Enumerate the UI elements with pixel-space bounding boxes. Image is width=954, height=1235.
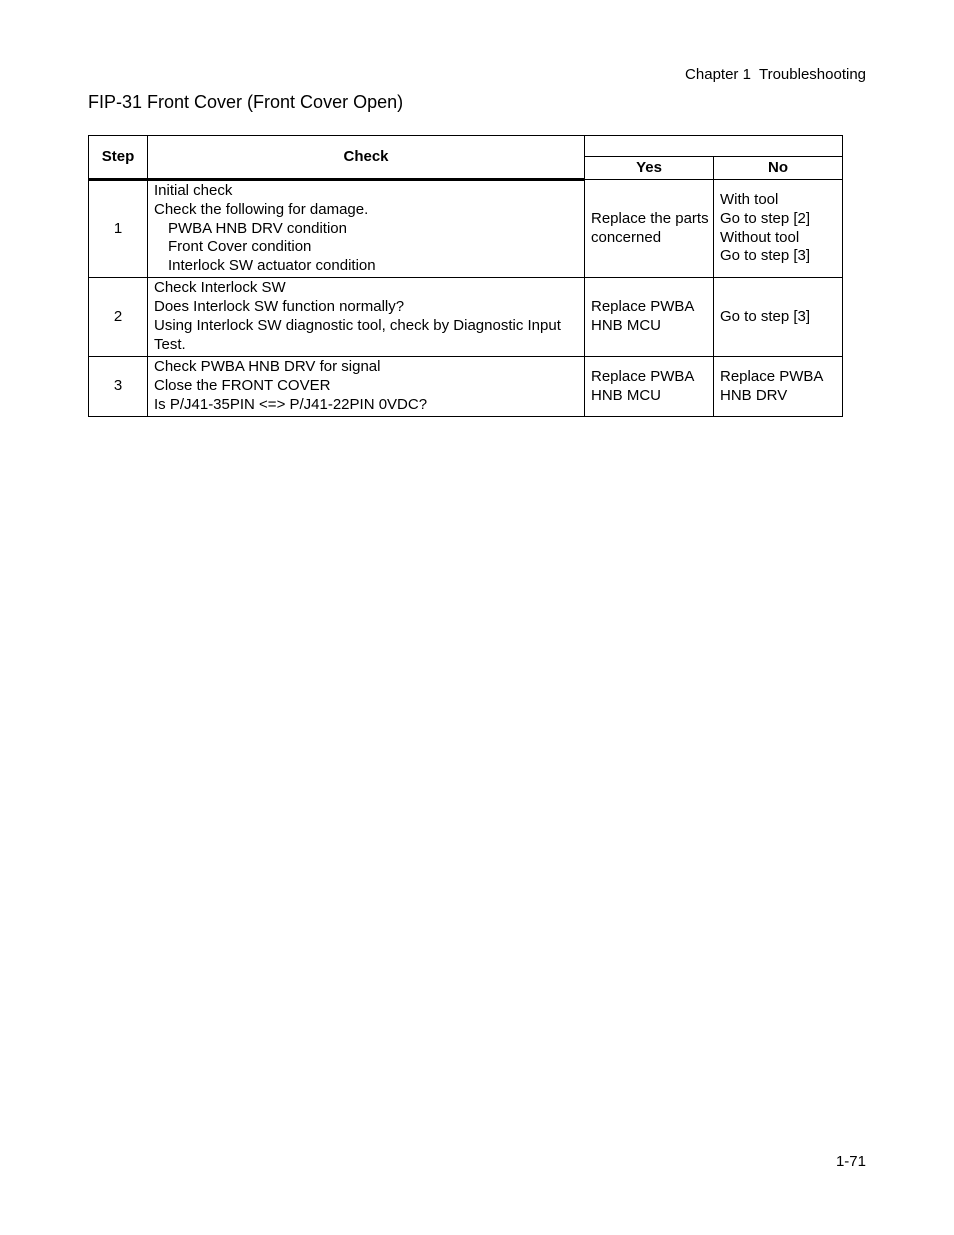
check-cell	[148, 278, 585, 357]
yes-cell	[585, 278, 714, 357]
check-line: PWBA HNB DRV condition	[168, 219, 347, 237]
yes-line: concerned	[591, 228, 662, 246]
check-line: Is P/J41-35PIN <=> P/J41-22PIN 0VDC?	[154, 395, 428, 413]
troubleshooting-table	[88, 135, 843, 417]
no-line: With tool	[720, 190, 779, 208]
page-title: FIP-31 Front Cover (Front Cover Open)	[88, 92, 404, 112]
check-line: Check PWBA HNB DRV for signal	[154, 358, 381, 376]
yes-line: Replace the parts	[591, 209, 709, 227]
no-cell	[714, 357, 843, 417]
yes-cell	[585, 357, 714, 417]
check-line: Does Interlock SW function normally?	[154, 298, 405, 316]
no-line: Go to step [3]	[720, 247, 811, 265]
yes-line: HNB MCU	[591, 386, 661, 404]
step-cell: 1	[89, 180, 148, 278]
yes-cell	[585, 180, 714, 278]
check-line: Initial check	[154, 182, 233, 199]
check-line: Close the FRONT COVER	[154, 377, 331, 395]
step-cell: 3	[89, 357, 148, 417]
no-line: Go to step [3]	[720, 307, 811, 325]
column-header-check: Check	[148, 136, 585, 180]
column-header-step: Step	[89, 136, 148, 180]
no-line: Without tool	[720, 228, 800, 246]
chapter-header: Chapter 1 Troubleshooting	[685, 66, 866, 83]
column-header-result	[585, 136, 843, 157]
check-cell	[148, 180, 585, 278]
table-row	[89, 278, 843, 357]
column-header-no: No	[714, 157, 843, 180]
yes-line: Replace PWBA	[591, 367, 695, 385]
check-line: Check Interlock SW	[154, 279, 286, 297]
check-line: Interlock SW actuator condition	[168, 257, 376, 275]
no-line: Go to step [2]	[720, 209, 811, 227]
check-cell	[148, 357, 585, 417]
page-number: 1-71	[835, 1153, 866, 1170]
no-line: Replace PWBA	[720, 367, 824, 385]
table-row	[89, 180, 843, 278]
step-cell: 2	[89, 278, 148, 357]
check-line: Check the following for damage.	[154, 200, 369, 218]
yes-line: Replace PWBA	[591, 298, 695, 316]
check-line: Using Interlock SW diagnostic tool, check by Diagnostic Input Test.	[154, 317, 561, 353]
no-line: HNB DRV	[720, 386, 788, 404]
no-cell	[714, 180, 843, 278]
check-line: Front Cover condition	[168, 238, 312, 256]
table-row	[89, 357, 843, 417]
yes-line: HNB MCU	[591, 317, 661, 334]
column-header-yes: Yes	[585, 157, 714, 180]
no-cell	[714, 278, 843, 357]
